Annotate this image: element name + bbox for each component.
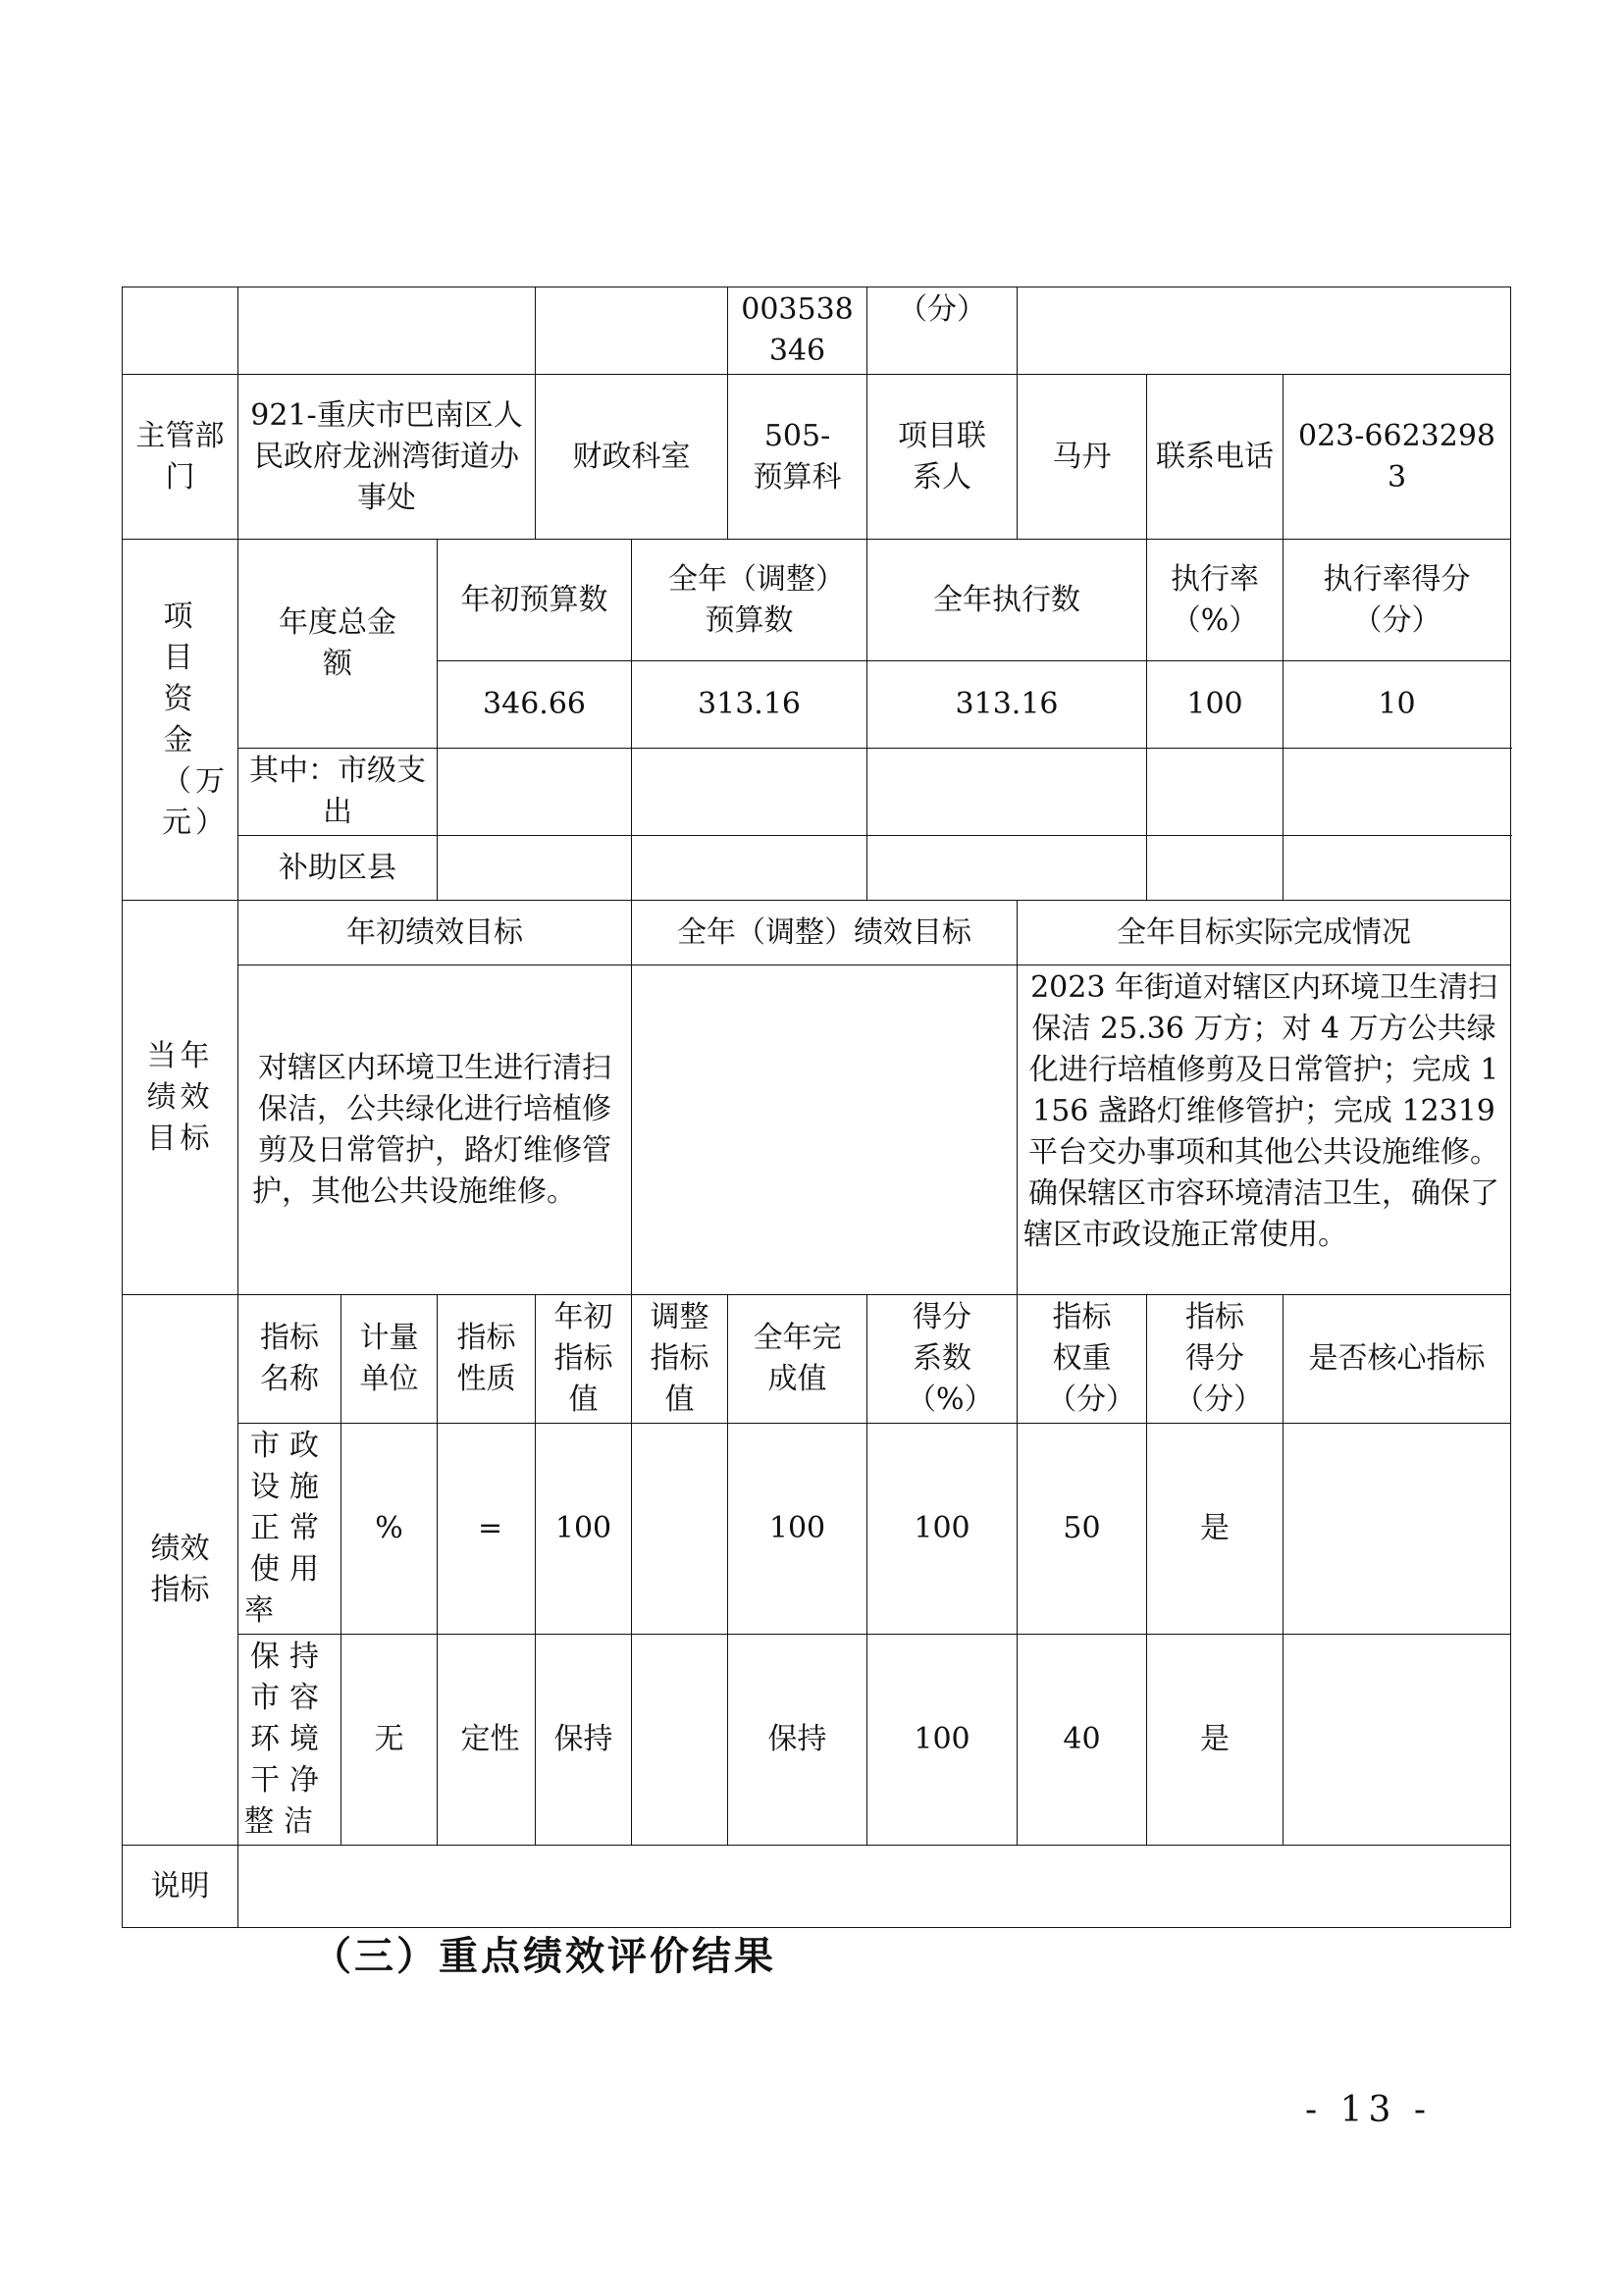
indicator-header-name: 指标名称 — [238, 1295, 341, 1424]
cell-empty — [1283, 749, 1511, 836]
performance-table — [122, 287, 1511, 1928]
goals-adjusted-text — [632, 965, 1018, 1295]
indicator-header-initial: 年初指标值 — [536, 1295, 632, 1424]
note-row — [123, 1846, 1511, 1928]
cell-empty — [438, 749, 632, 836]
indicator-actual-value: 保持 — [728, 1635, 867, 1846]
funds-rate-header: 执行率（%） — [1147, 540, 1283, 661]
contact-name: 马丹 — [1018, 375, 1147, 540]
phone-number: 023-66232983 — [1283, 375, 1511, 540]
funds-score-header: 执行率得分（分） — [1283, 540, 1511, 661]
indicator-header-nature: 指标性质 — [438, 1295, 536, 1424]
indicator-coefficient: 100 — [867, 1635, 1018, 1846]
indicator-unit: 无 — [341, 1635, 438, 1846]
project-code: 003538346 — [728, 287, 867, 375]
goals-header-row — [123, 901, 1511, 965]
office-name: 505-预算科 — [728, 375, 867, 540]
dept-label: 主管部门 — [123, 375, 238, 540]
funds-district-row — [123, 836, 1511, 901]
indicator-name: 市政设施正常使用率 — [238, 1424, 341, 1635]
indicator-row — [123, 1635, 1511, 1846]
indicator-header-coef: 得分系数（%） — [867, 1295, 1018, 1424]
indicator-header-weight: 指标权重（分） — [1018, 1295, 1147, 1424]
indicator-actual-value: 100 — [728, 1424, 867, 1635]
cell-empty — [1147, 749, 1283, 836]
indicator-row — [123, 1424, 1511, 1635]
indicator-initial-value: 100 — [536, 1424, 632, 1635]
funds-label: 项目资金（万元） — [123, 540, 238, 901]
goals-adjusted-header: 全年（调整）绩效目标 — [632, 901, 1018, 965]
cell-empty — [438, 836, 632, 901]
indicator-nature: = — [438, 1424, 536, 1635]
dept-row — [123, 375, 1511, 540]
cell-empty — [536, 287, 728, 375]
funds-weight-value: 10 — [1283, 661, 1511, 749]
indicator-weight: 40 — [1018, 1635, 1147, 1846]
indicator-adjusted-value — [632, 1635, 728, 1846]
cell-empty — [867, 749, 1147, 836]
funds-adjusted-header: 全年（调整）预算数 — [632, 540, 867, 661]
goals-content-row — [123, 965, 1511, 1295]
cell-empty — [1147, 836, 1283, 901]
goals-actual-text: 2023 年街道对辖区内环境卫生清扫保洁 25.36 万方；对 4 万方公共绿化进行培植修剪及日常管护；完成 1156 盏路灯维修管护；完成 12319 平台交办事项和其他公共设施维修。确保辖区市容环境清洁卫生，确保了辖区市政设施正常使用。 — [1018, 965, 1511, 1295]
indicator-coefficient: 100 — [867, 1424, 1018, 1635]
funds-rate-value: 100 — [1147, 661, 1283, 749]
indicator-score: 是 — [1147, 1635, 1283, 1846]
cell-empty — [632, 836, 867, 901]
indicator-header-core: 是否核心指标 — [1283, 1295, 1511, 1424]
note-label: 说明 — [123, 1846, 238, 1928]
indicator-header-actual: 全年完成值 — [728, 1295, 867, 1424]
indicator-header-adjusted: 调整指标值 — [632, 1295, 728, 1424]
goals-actual-header: 全年目标实际完成情况 — [1018, 901, 1511, 965]
indicator-core — [1283, 1424, 1511, 1635]
goals-label: 当年绩效目标 — [123, 901, 238, 1295]
indicators-header-row — [123, 1295, 1511, 1424]
top-row — [123, 287, 1511, 375]
note-content — [238, 1846, 1511, 1928]
contact-label: 项目联系人 — [867, 375, 1018, 540]
indicator-header-score: 指标得分（分） — [1147, 1295, 1283, 1424]
dept-name: 921-重庆市巴南区人民政府龙洲湾街道办事处 — [238, 375, 536, 540]
cell-empty — [123, 287, 238, 375]
indicator-core — [1283, 1635, 1511, 1846]
page-number: - 13 - — [1305, 2090, 1433, 2130]
funds-initial-header: 年初预算数 — [438, 540, 632, 661]
cell-empty — [1018, 287, 1511, 375]
phone-label: 联系电话 — [1147, 375, 1283, 540]
funds-executed-value: 313.16 — [867, 661, 1147, 749]
unit-score: （分） — [867, 287, 1018, 375]
office-label: 财政科室 — [536, 375, 728, 540]
cell-empty — [238, 287, 536, 375]
indicator-unit: % — [341, 1424, 438, 1635]
section-heading: （三）重点绩效评价结果 — [312, 1933, 776, 1979]
cell-empty — [867, 836, 1147, 901]
cell-empty — [1283, 836, 1511, 901]
funds-city-row — [123, 749, 1511, 836]
indicator-initial-value: 保持 — [536, 1635, 632, 1846]
indicator-score: 是 — [1147, 1424, 1283, 1635]
funds-executed-header: 全年执行数 — [867, 540, 1147, 661]
indicator-header-unit: 计量单位 — [341, 1295, 438, 1424]
funds-initial-value: 346.66 — [438, 661, 632, 749]
indicator-nature: 定性 — [438, 1635, 536, 1846]
funds-total-header: 年度总金额 — [238, 540, 438, 749]
funds-adjusted-value: 313.16 — [632, 661, 867, 749]
goals-initial-text: 对辖区内环境卫生进行清扫保洁，公共绿化进行培植修剪及日常管护，路灯维修管护，其他公共设施维修。 — [238, 965, 632, 1295]
district-subsidy-label: 补助区县 — [238, 836, 438, 901]
indicators-label: 绩效指标 — [123, 1295, 238, 1846]
indicator-weight: 50 — [1018, 1424, 1147, 1635]
indicator-adjusted-value — [632, 1424, 728, 1635]
cell-empty — [632, 749, 867, 836]
indicator-name: 保持市容环境干净整洁 — [238, 1635, 341, 1846]
goals-initial-header: 年初绩效目标 — [238, 901, 632, 965]
funds-header-row — [123, 540, 1511, 661]
city-spending-label: 其中：市级支出 — [238, 749, 438, 836]
